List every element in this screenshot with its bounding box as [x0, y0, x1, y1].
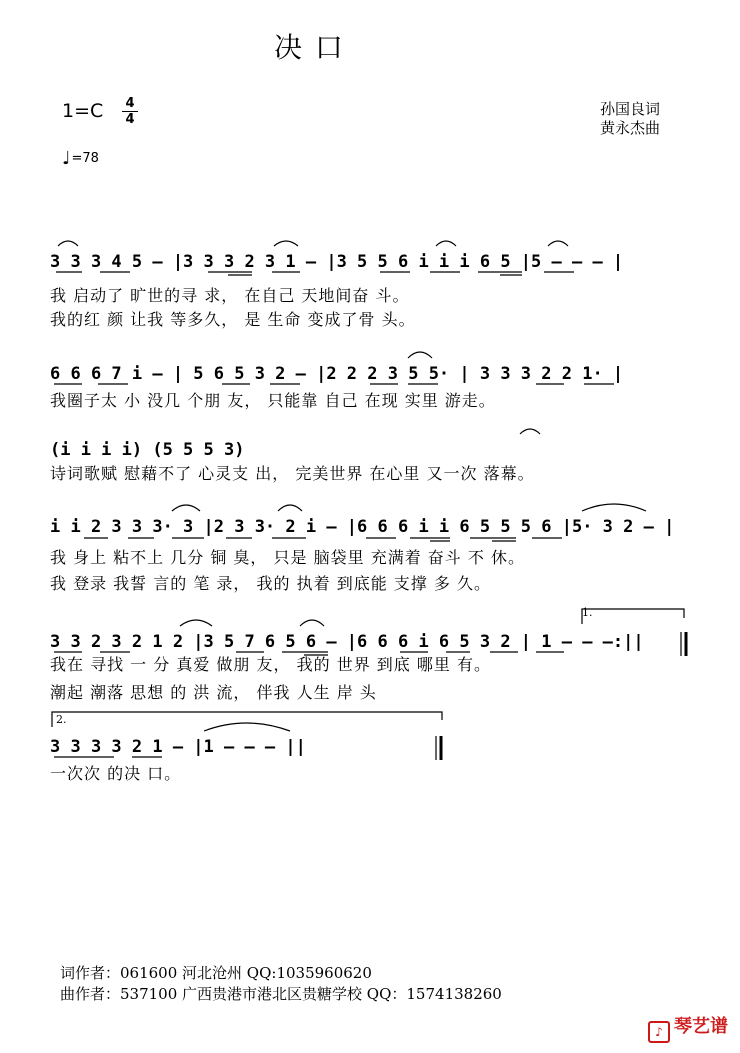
- tempo-value: =78: [71, 151, 99, 166]
- footer-lyricist-info: 词作者：061600 河北沧州 QQ:1035960620: [60, 964, 372, 982]
- lyric-row-4a: 我 身上 粘不上 几分 铜 臭， 只是 脑袋里 充满着 奋斗 不 休。: [50, 548, 525, 567]
- logo-icon: ♪: [648, 1021, 670, 1043]
- lyric-row-3: 诗词歌赋 慰藉不了 心灵支 出， 完美世界 在心里 又一次 落幕。: [50, 464, 535, 483]
- lyric-row-1a: 我 启动了 旷世的寻 求， 在自己 天地间奋 斗。: [50, 286, 410, 305]
- lyric-row-5b: 潮起 潮落 思想 的 洪 流， 伴我 人生 岸 头: [50, 683, 377, 702]
- notation-row-1: 3 3 3 4 5 – |3 3 3 2 3 1 – |3 5 5 6 i i i 6 5 |5 – – – |: [50, 252, 624, 272]
- quarter-note-icon: ♩: [62, 148, 71, 169]
- notation-row-4: i i 2 3 3 3· 3 |2 3 3· 2 i – |6 6 6 i i 6 5 5 5 6 |5· 3 2 – |: [50, 517, 675, 537]
- lyric-row-1b: 我的红 颜 让我 等多久， 是 生命 变成了骨 头。: [50, 310, 416, 329]
- notation-row-3: (i i i i) (5 5 5 3): [50, 440, 245, 460]
- composer-credit: 黄永杰曲: [600, 119, 661, 137]
- lyricist-credit: 孙国良词: [600, 100, 661, 118]
- notation-row-5: 3 3 2 3 2 1 2 |3 5 7 6 5 6 – |6 6 6 i 6 5 3 2 | 1 – – –:||: [50, 632, 644, 652]
- lyric-row-4b: 我 登录 我誓 言的 笔 录， 我的 执着 到底能 支撑 多 久。: [50, 574, 491, 593]
- notation-row-6: 3 3 3 3 2 1 – |1 – – – ||: [50, 737, 306, 757]
- lyric-row-2: 我圈子太 小 没几 个朋 友， 只能靠 自己 在现 实里 游走。: [50, 391, 496, 410]
- volta-1-label: 1.: [582, 606, 593, 619]
- lyric-row-5a: 我在 寻找 一 分 真爱 做朋 友， 我的 世界 到底 哪里 有。: [50, 655, 491, 674]
- logo-text: 琴艺谱: [674, 1016, 728, 1037]
- song-title: 决 口: [274, 31, 345, 64]
- meter-top: 4: [125, 96, 135, 111]
- notation-row-2: 6 6 6 7 i – | 5 6 5 3 2 – |2 2 2 3 5 5· | 3 3 3 2 2 1· |: [50, 364, 624, 384]
- volta-2-label: 2.: [56, 713, 67, 726]
- meter-bottom: 4: [125, 112, 135, 127]
- key-signature: 1=C: [62, 100, 104, 122]
- footer-composer-info: 曲作者：537100 广西贵港市港北区贵糖学校 QQ：1574138260: [60, 985, 502, 1003]
- lyric-row-6: 一次次 的决 口。: [50, 764, 182, 783]
- brand-logo: [648, 1012, 728, 1043]
